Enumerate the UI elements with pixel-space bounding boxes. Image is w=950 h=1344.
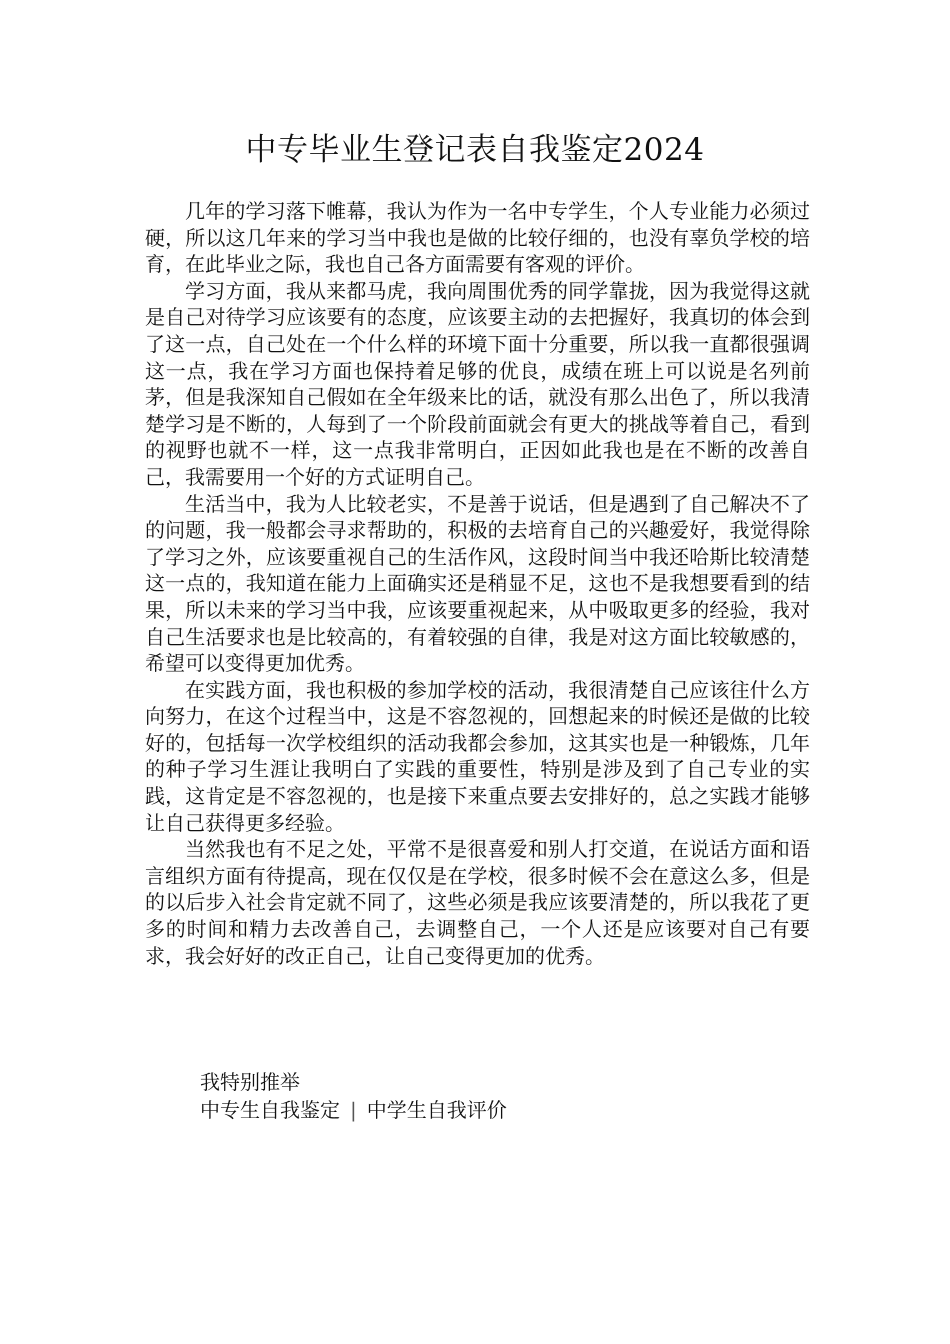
paragraph-study: 学习方面，我从来都马虎，我向周围优秀的同学靠拢，因为我觉得这就是自己对待学习应该要有的态度，应该要主动的去把握好，我真切的体会到了这一点，自己处在一个什么样的环境下面十分重要，所以我一直都很强调这一点，我在学习方面也保持着足够的优良，成绩在班上可以说是名列前茅，但是我深知自己假如在全年级来比的话，就没有那么出色了，所以我清楚学习是不断的，人每到了一个阶段前面就会有更大的挑战等着自己，看到的视野也就不一样，这一点我非常明白，正因如此我也是在不断的改善自己，我需要用一个好的方式证明自己。: [145, 278, 810, 489]
recommend-links: [200, 1096, 507, 1124]
paragraph-intro: 几年的学习落下帷幕，我认为作为一名中专学生，个人专业能力必须过硬，所以这几年来的学习当中我也是做的比较仔细的，也没有辜负学校的培育，在此毕业之际，我也自己各方面需要有客观的评价。: [145, 199, 810, 277]
recommend-section: [200, 1068, 507, 1124]
paragraph-practice: 在实践方面，我也积极的参加学校的活动，我很清楚自己应该往什么方向努力，在这个过程当中，这是不容忽视的，回想起来的时候还是做的比较好的，包括每一次学校组织的活动我都会参加，这其实也是一种锻炼，几年的种子学习生涯让我明白了实践的重要性，特别是涉及到了自己专业的实践，这肯定是不容忽视的，也是接下来重点要去安排好的，总之实践才能够让自己获得更多经验。: [145, 677, 810, 835]
paragraph-life: 生活当中，我为人比较老实，不是善于说话，但是遇到了自己解决不了的问题，我一般都会寻求帮助的，积极的去培育自己的兴趣爱好，我觉得除了学习之外，应该要重视自己的生活作风，这段时间当中我还哈斯比较清楚这一点的，我知道在能力上面确实还是稍显不足，这也不是我想要看到的结果，所以未来的学习当中我，应该要重视起来，从中吸取更多的经验，我对自己生活要求也是比较高的，有着较强的自律，我是对这方面比较敏感的，希望可以变得更加优秀。: [145, 491, 810, 676]
link-separator: |: [350, 1098, 357, 1122]
document-title: 中专毕业生登记表自我鉴定2024: [245, 132, 705, 168]
recommend-heading: 我特别推举: [200, 1070, 300, 1094]
link-middle-school-self-evaluation[interactable]: 中学生自我评价: [366, 1098, 507, 1122]
paragraph-shortcomings: 当然我也有不足之处，平常不是很喜爱和别人打交道，在说话方面和语言组织方面有待提高，现在仅仅是在学校，很多时候不会在意这么多，但是的以后步入社会肯定就不同了，这些必须是我应该要清楚的，所以我花了更多的时间和精力去改善自己，去调整自己，一个人还是应该要对自己有要求，我会好好的改正自己，让自己变得更加的优秀。: [145, 837, 810, 968]
document-body: [145, 198, 810, 969]
link-vocational-self-appraisal[interactable]: 中专生自我鉴定: [200, 1098, 340, 1122]
